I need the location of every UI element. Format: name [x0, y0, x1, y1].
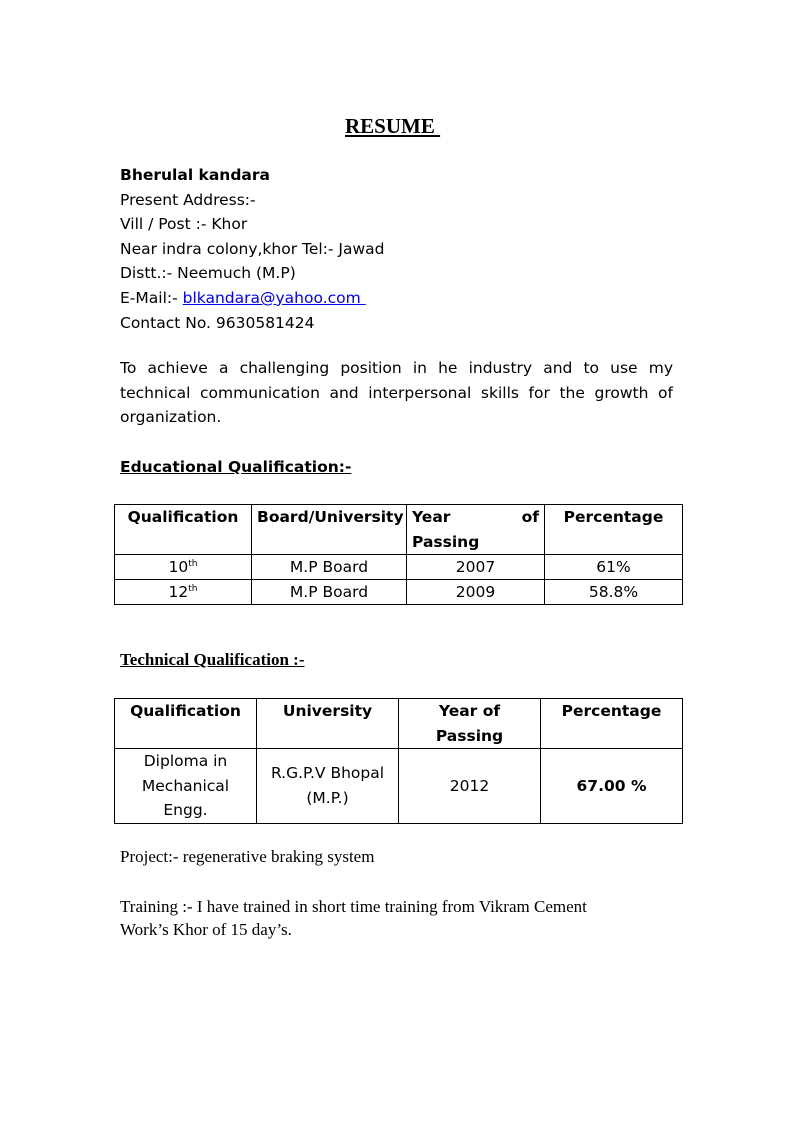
objective-paragraph: To achieve a challenging position in he industry and to use my technical communication and interpersonal skills for the growth of organization. [120, 359, 673, 427]
email-line [120, 286, 680, 311]
header-passing-word: Passing [412, 532, 480, 551]
table-header-row [115, 699, 683, 749]
header-year-of-passing [399, 699, 541, 749]
header-qualification: Qualification [115, 505, 252, 555]
header-of-word: of [521, 508, 539, 526]
header-year-of-passing [407, 505, 545, 555]
training-paragraph [120, 895, 640, 941]
cell-year: 2007 [407, 555, 545, 580]
cell-qualification: 12th [115, 580, 252, 605]
table-row [115, 749, 683, 824]
cell-board: M.P Board [252, 580, 407, 605]
header-passing: Passing [435, 726, 504, 745]
header-year-word: Year [412, 508, 451, 526]
cell-qualification: Diploma in Mechanical Engg. [115, 749, 257, 824]
resume-title: RESUME [345, 114, 441, 138]
technical-qualification-heading: Technical Qualification :- [120, 650, 305, 669]
address-distt: Distt.:- Neemuch (M.P) [120, 264, 296, 283]
email-link[interactable]: blkandara@yahoo.com [182, 288, 366, 307]
educational-qualification-table [114, 504, 683, 605]
contact-number: Contact No. 9630581424 [120, 313, 315, 332]
candidate-name: Bherulal kandara [120, 166, 270, 184]
cell-percentage: 67.00 % [541, 749, 683, 824]
contact-block [120, 163, 680, 335]
cell-percentage: 58.8% [545, 580, 683, 605]
address-vill-post: Vill / Post :- Khor [120, 215, 248, 234]
cell-board: M.P Board [252, 555, 407, 580]
address-near: Near indra colony,khor Tel:- Jawad [120, 239, 385, 258]
header-year-of: Year of [438, 702, 501, 720]
table-header-row [115, 505, 683, 555]
technical-qualification-table [114, 698, 683, 824]
training-line-2: Work’s Khor of 15 day’s. [120, 920, 292, 939]
header-percentage: Percentage [541, 699, 683, 749]
cell-qualification: 10th [115, 555, 252, 580]
cell-percentage: 61% [545, 555, 683, 580]
header-board-university: Board/University [252, 505, 407, 555]
project-line: Project:- regenerative braking system [120, 847, 375, 866]
present-address-label: Present Address:- [120, 190, 256, 209]
email-label: E-Mail:- [120, 288, 183, 307]
cell-university: R.G.P.V Bhopal (M.P.) [257, 749, 399, 824]
header-qualification: Qualification [115, 699, 257, 749]
table-row [115, 580, 683, 605]
cell-year: 2009 [407, 580, 545, 605]
header-percentage: Percentage [545, 505, 683, 555]
training-line-1: Training :- I have trained in short time training from Vikram Cement [120, 897, 587, 916]
cell-year: 2012 [399, 749, 541, 824]
table-row [115, 555, 683, 580]
educational-qualification-heading: Educational Qualification:- [120, 458, 352, 476]
header-university: University [257, 699, 399, 749]
